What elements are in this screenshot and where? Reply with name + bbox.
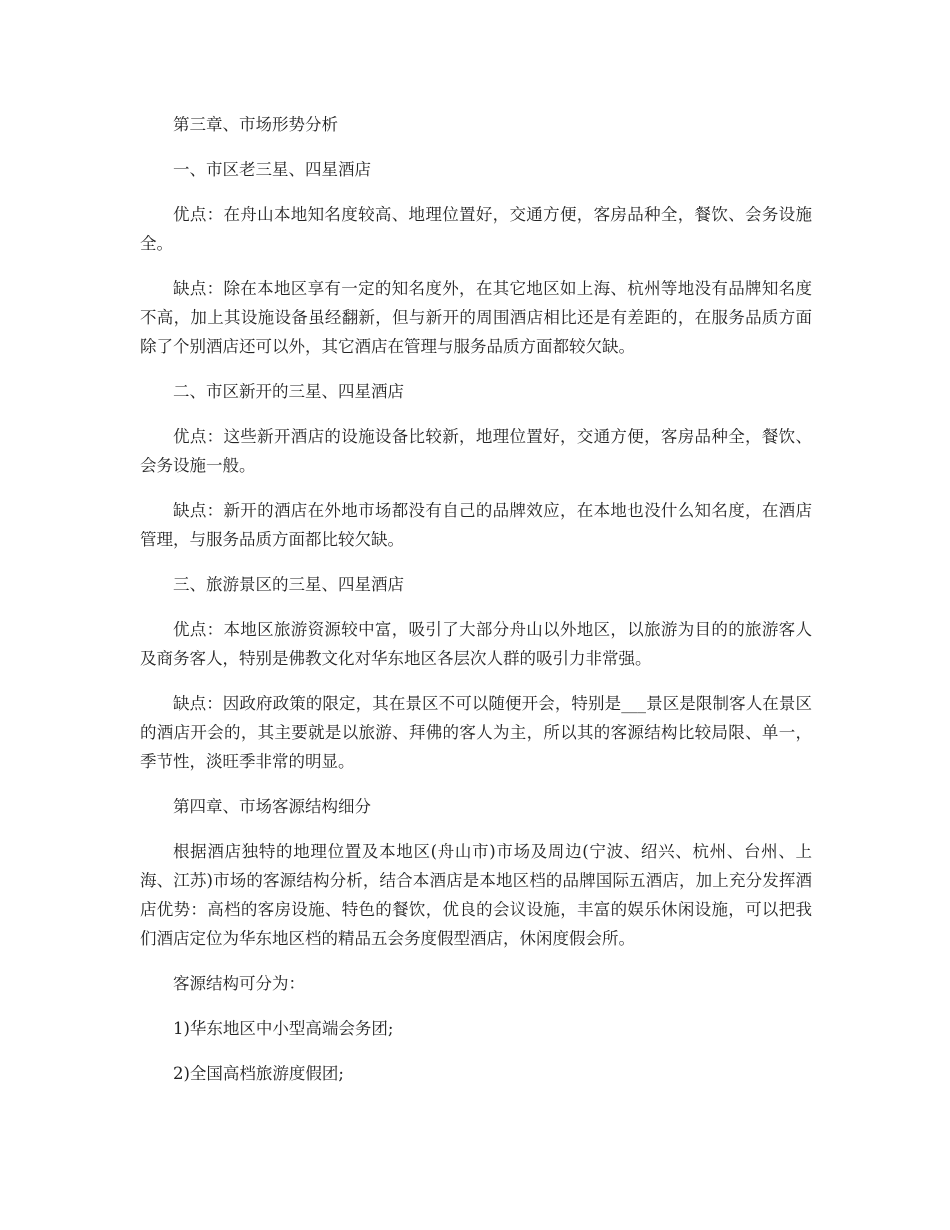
document-body xyxy=(140,110,812,1104)
section-2-pros: 优点：这些新开酒店的设施设备比较新，地理位置好，交通方便，客房品种全，餐饮、会务设施一般。 xyxy=(140,427,812,475)
section-2-cons: 缺点：新开的酒店在外地市场都没有自己的品牌效应，在本地也没什么知名度，在酒店管理，与服务品质方面都比较欠缺。 xyxy=(140,501,812,549)
chapter-4-body: 根据酒店独特的地理位置及本地区(舟山市)市场及周边(宁波、绍兴、杭州、台州、上海、江苏)市场的客源结构分析，结合本酒店是本地区档的品牌国际五酒店，加上充分发挥酒店优势：高档的客房设施、特色的餐饮，优良的会议设施，丰富的娱乐休闲设施，可以把我们酒店定位为华东地区档的精品五会务度假型酒店，休闲度假会所。 xyxy=(140,842,812,948)
section-3-heading: 三、旅游景区的三星、四星酒店 xyxy=(173,575,404,594)
section-1-pros: 优点：在舟山本地知名度较高、地理位置好，交通方便，客房品种全，餐饮、会务设施全。 xyxy=(140,205,812,253)
section-2-heading: 二、市区新开的三星、四星酒店 xyxy=(173,382,404,401)
section-3-pros: 优点：本地区旅游资源较中富，吸引了大部分舟山以外地区，以旅游为目的的旅游客人及商务客人，特别是佛教文化对华东地区各层次人群的吸引力非常强。 xyxy=(140,620,812,668)
section-1-cons: 缺点：除在本地区享有一定的知名度外，在其它地区如上海、杭州等地没有品牌知名度不高，加上其设施设备虽经翻新，但与新开的周围酒店相比还是有差距的，在服务品质方面除了个别酒店还可以外，其它酒店在管理与服务品质方面都较欠缺。 xyxy=(140,279,812,356)
customer-structure-item-1: 1)华东地区中小型高端会务团; xyxy=(173,1019,394,1038)
customer-structure-item-2: 2)全国高档旅游度假团; xyxy=(173,1064,344,1083)
section-3-cons: 缺点：因政府政策的限定，其在景区不可以随便开会，特别是___景区是限制客人在景区的酒店开会的，其主要就是以旅游、拜佛的客人为主，所以其的客源结构比较局限、单一，季节性，淡旺季非常的明显。 xyxy=(140,694,812,771)
section-1-heading: 一、市区老三星、四星酒店 xyxy=(173,160,371,179)
customer-structure-intro: 客源结构可分为： xyxy=(173,974,305,993)
chapter-3-heading: 第三章、市场形势分析 xyxy=(173,115,338,134)
chapter-4-heading: 第四章、市场客源结构细分 xyxy=(173,797,371,816)
